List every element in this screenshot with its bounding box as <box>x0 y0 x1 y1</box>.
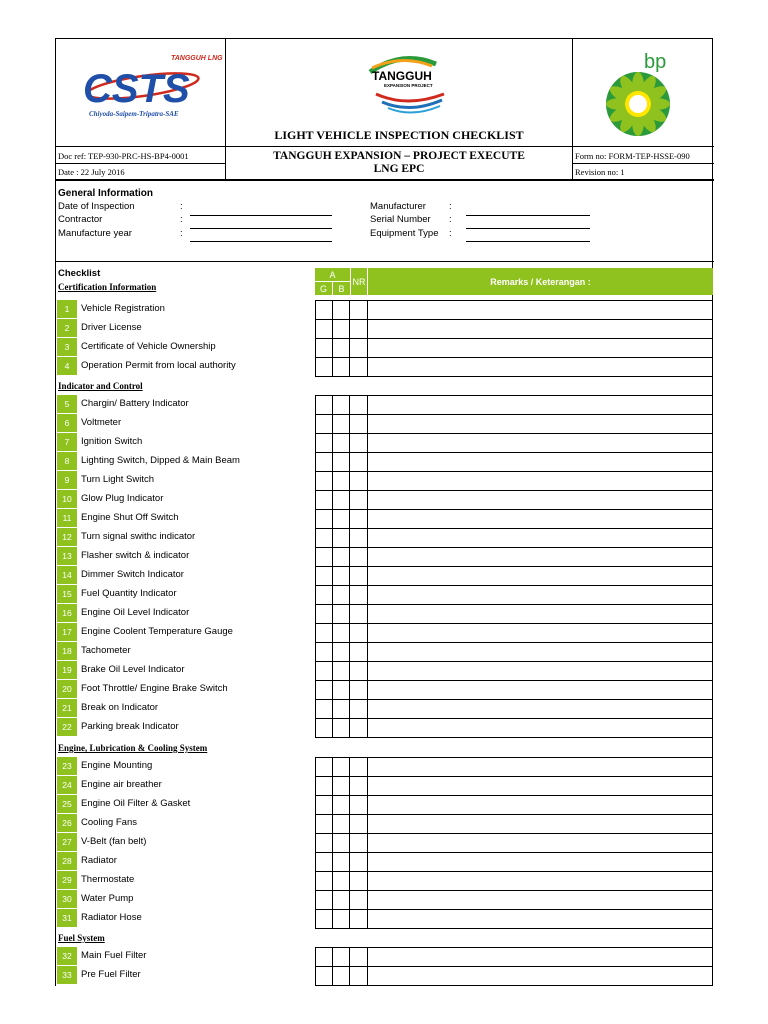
item-label: Fuel Quantity Indicator <box>81 588 177 599</box>
manufacturer-field[interactable] <box>466 215 590 216</box>
checkbox-good[interactable] <box>315 300 333 320</box>
checkbox-nr[interactable] <box>349 604 368 624</box>
remarks-field[interactable] <box>367 433 713 453</box>
gi-label-equipment-type: Equipment Type <box>370 228 439 239</box>
checkbox-bad[interactable] <box>332 528 350 548</box>
serial-number-field[interactable] <box>466 228 590 229</box>
col-g-header: G <box>315 282 332 295</box>
checkbox-good[interactable] <box>315 395 333 415</box>
checkbox-good[interactable] <box>315 890 333 910</box>
item-label: Foot Throttle/ Engine Brake Switch <box>81 683 228 694</box>
checkbox-bad[interactable] <box>332 814 350 834</box>
item-label: Tachometer <box>81 645 131 656</box>
item-label: Engine Shut Off Switch <box>81 512 179 523</box>
checkbox-nr[interactable] <box>349 699 368 719</box>
checkbox-nr[interactable] <box>349 319 368 339</box>
checkbox-nr[interactable] <box>349 490 368 510</box>
checkbox-bad[interactable] <box>332 757 350 777</box>
checkbox-good[interactable] <box>315 566 333 586</box>
checkbox-good[interactable] <box>315 871 333 891</box>
col-b-header: B <box>333 282 350 295</box>
checkbox-nr[interactable] <box>349 795 368 815</box>
tangguh-wordmark: TANGGUH <box>372 69 432 83</box>
checkbox-bad[interactable] <box>332 319 350 339</box>
date-of-inspection-field[interactable] <box>190 215 332 216</box>
checkbox-bad[interactable] <box>332 795 350 815</box>
form-no: Form no: FORM-TEP-HSSE-090 <box>575 151 690 161</box>
item-label: V-Belt (fan belt) <box>81 836 147 847</box>
remarks-field[interactable] <box>367 871 713 891</box>
checkbox-good[interactable] <box>315 319 333 339</box>
item-number: 3 <box>57 338 77 356</box>
checkbox-good[interactable] <box>315 852 333 872</box>
item-label: Brake Oil Level Indicator <box>81 664 185 675</box>
checkbox-nr[interactable] <box>349 509 368 529</box>
gi-sep: : <box>449 228 452 239</box>
remarks-field[interactable] <box>367 547 713 567</box>
item-number: 15 <box>57 585 77 603</box>
checkbox-nr[interactable] <box>349 890 368 910</box>
checkbox-bad[interactable] <box>332 661 350 681</box>
remarks-field[interactable] <box>367 814 713 834</box>
checkbox-good[interactable] <box>315 757 333 777</box>
gi-sep: : <box>180 228 183 239</box>
checkbox-nr[interactable] <box>349 852 368 872</box>
remarks-field[interactable] <box>367 528 713 548</box>
item-number: 10 <box>57 490 77 508</box>
checkbox-bad[interactable] <box>332 547 350 567</box>
manufacture-year-field[interactable] <box>190 241 332 242</box>
item-number: 25 <box>57 795 77 813</box>
checkbox-bad[interactable] <box>332 300 350 320</box>
checkbox-bad[interactable] <box>332 433 350 453</box>
header-bottom <box>55 179 714 181</box>
checkbox-bad[interactable] <box>332 909 350 929</box>
checkbox-nr[interactable] <box>349 947 368 967</box>
item-number: 18 <box>57 642 77 660</box>
checkbox-bad[interactable] <box>332 566 350 586</box>
remarks-field[interactable] <box>367 604 713 624</box>
section-title: Indicator and Control <box>58 381 143 391</box>
item-number: 29 <box>57 871 77 889</box>
item-number: 16 <box>57 604 77 622</box>
bp-logo <box>600 46 682 138</box>
csts-wordmark: CSTS <box>83 67 190 111</box>
checkbox-bad[interactable] <box>332 890 350 910</box>
gi-label-date: Date of Inspection <box>58 201 135 212</box>
checkbox-good[interactable] <box>315 509 333 529</box>
remarks-field[interactable] <box>367 452 713 472</box>
gi-sep: : <box>180 214 183 225</box>
checklist-heading: Checklist <box>58 268 101 279</box>
item-number: 5 <box>57 395 77 413</box>
checkbox-good[interactable] <box>315 623 333 643</box>
checkbox-bad[interactable] <box>332 871 350 891</box>
item-label: Certificate of Vehicle Ownership <box>81 341 216 352</box>
gi-sep: : <box>449 201 452 212</box>
section-title: Fuel System <box>58 933 105 943</box>
remarks-field[interactable] <box>367 509 713 529</box>
checkbox-bad[interactable] <box>332 357 350 377</box>
checkbox-good[interactable] <box>315 642 333 662</box>
checkbox-nr[interactable] <box>349 300 368 320</box>
checkbox-good[interactable] <box>315 585 333 605</box>
remarks-field[interactable] <box>367 490 713 510</box>
checkbox-bad[interactable] <box>332 509 350 529</box>
checkbox-good[interactable] <box>315 833 333 853</box>
checkbox-good[interactable] <box>315 966 333 986</box>
revision-no: Revision no: 1 <box>575 167 625 177</box>
item-number: 32 <box>57 947 77 965</box>
checkbox-nr[interactable] <box>349 718 368 738</box>
remarks-field[interactable] <box>367 395 713 415</box>
checkbox-good[interactable] <box>315 604 333 624</box>
checkbox-bad[interactable] <box>332 947 350 967</box>
item-number: 11 <box>57 509 77 527</box>
csts-brand: TANGGUH LNG <box>171 55 223 62</box>
item-label: Radiator Hose <box>81 912 142 923</box>
project-line-1: TANGGUH EXPANSION – PROJECT EXECUTE <box>273 150 525 162</box>
item-number: 21 <box>57 699 77 717</box>
item-label: Ignition Switch <box>81 436 143 447</box>
checkbox-good[interactable] <box>315 490 333 510</box>
checkbox-nr[interactable] <box>349 966 368 986</box>
checkbox-bad[interactable] <box>332 966 350 986</box>
item-label: Glow Plug Indicator <box>81 493 164 504</box>
remarks-field[interactable] <box>367 642 713 662</box>
checkbox-nr[interactable] <box>349 757 368 777</box>
checkbox-nr[interactable] <box>349 776 368 796</box>
checkbox-nr[interactable] <box>349 566 368 586</box>
gi-sep: : <box>180 201 183 212</box>
checkbox-good[interactable] <box>315 909 333 929</box>
remarks-field[interactable] <box>367 585 713 605</box>
docref-divider <box>55 163 226 164</box>
item-label: Engine Coolent Temperature Gauge <box>81 626 233 637</box>
checkbox-bad[interactable] <box>332 338 350 358</box>
tangguh-logo <box>362 50 452 125</box>
item-number: 27 <box>57 833 77 851</box>
checkbox-good[interactable] <box>315 699 333 719</box>
checkbox-nr[interactable] <box>349 338 368 358</box>
col-a-header: A <box>315 268 350 281</box>
section-title: Certification Information <box>58 282 157 292</box>
remarks-field[interactable] <box>367 795 713 815</box>
item-number: 6 <box>57 414 77 432</box>
general-info-heading: General Information <box>58 188 154 199</box>
item-label: Driver License <box>81 322 142 333</box>
remarks-field[interactable] <box>367 718 713 738</box>
checkbox-good[interactable] <box>315 814 333 834</box>
item-label: Parking break Indicator <box>81 721 179 732</box>
checkbox-bad[interactable] <box>332 699 350 719</box>
remarks-field[interactable] <box>367 319 713 339</box>
checkbox-bad[interactable] <box>332 585 350 605</box>
item-number: 9 <box>57 471 77 489</box>
item-number: 26 <box>57 814 77 832</box>
checkbox-good[interactable] <box>315 414 333 434</box>
gi-label-serial-number: Serial Number <box>370 214 431 225</box>
item-label: Engine Oil Filter & Gasket <box>81 798 191 809</box>
checkbox-nr[interactable] <box>349 661 368 681</box>
checkbox-good[interactable] <box>315 776 333 796</box>
csts-logo <box>75 50 223 125</box>
checkbox-bad[interactable] <box>332 852 350 872</box>
remarks-field[interactable] <box>367 471 713 491</box>
doc-date: Date : 22 July 2016 <box>58 167 125 177</box>
item-number: 33 <box>57 966 77 984</box>
checkbox-good[interactable] <box>315 718 333 738</box>
checkbox-nr[interactable] <box>349 680 368 700</box>
checkbox-nr[interactable] <box>349 433 368 453</box>
checkbox-bad[interactable] <box>332 414 350 434</box>
item-number: 13 <box>57 547 77 565</box>
col-nr-header: NR <box>351 268 367 295</box>
col-remarks-header: Remarks / Keterangan : <box>368 268 713 295</box>
project-line-2: LNG EPC <box>373 163 425 175</box>
remarks-field[interactable] <box>367 890 713 910</box>
contractor-field[interactable] <box>190 228 332 229</box>
item-label: Engine Mounting <box>81 760 153 771</box>
item-label: Vehicle Registration <box>81 303 165 314</box>
item-label: Cooling Fans <box>81 817 137 828</box>
header-divider <box>55 146 714 147</box>
item-number: 8 <box>57 452 77 470</box>
item-label: Break on Indicator <box>81 702 159 713</box>
checkbox-nr[interactable] <box>349 357 368 377</box>
item-label: Water Pump <box>81 893 134 904</box>
checkbox-nr[interactable] <box>349 623 368 643</box>
item-label: Turn signal swithc indicator <box>81 531 196 542</box>
checkbox-bad[interactable] <box>332 471 350 491</box>
checkbox-nr[interactable] <box>349 909 368 929</box>
item-label: Operation Permit from local authority <box>81 360 236 371</box>
remarks-field[interactable] <box>367 909 713 929</box>
checkbox-good[interactable] <box>315 471 333 491</box>
item-label: Flasher switch & indicator <box>81 550 190 561</box>
equipment-type-field[interactable] <box>466 241 590 242</box>
checkbox-bad[interactable] <box>332 718 350 738</box>
checkbox-nr[interactable] <box>349 471 368 491</box>
item-number: 24 <box>57 776 77 794</box>
item-label: Lighting Switch, Dipped & Main Beam <box>81 455 240 466</box>
item-number: 14 <box>57 566 77 584</box>
section-title: Engine, Lubrication & Cooling System <box>58 743 208 753</box>
item-number: 30 <box>57 890 77 908</box>
checkbox-bad[interactable] <box>332 776 350 796</box>
item-label: Turn Light Switch <box>81 474 155 485</box>
page-title: LIGHT VEHICLE INSPECTION CHECKLIST <box>274 128 524 142</box>
item-number: 2 <box>57 319 77 337</box>
item-number: 4 <box>57 357 77 375</box>
checkbox-bad[interactable] <box>332 452 350 472</box>
remarks-field[interactable] <box>367 414 713 434</box>
checkbox-bad[interactable] <box>332 490 350 510</box>
item-number: 22 <box>57 718 77 736</box>
checkbox-good[interactable] <box>315 547 333 567</box>
item-number: 31 <box>57 909 77 927</box>
checkbox-good[interactable] <box>315 357 333 377</box>
remarks-field[interactable] <box>367 661 713 681</box>
remarks-field[interactable] <box>367 300 713 320</box>
remarks-field[interactable] <box>367 833 713 853</box>
remarks-field[interactable] <box>367 680 713 700</box>
checkbox-good[interactable] <box>315 452 333 472</box>
checkbox-nr[interactable] <box>349 452 368 472</box>
gi-label-manufacturer: Manufacturer <box>370 201 426 212</box>
checkbox-nr[interactable] <box>349 642 368 662</box>
remarks-field[interactable] <box>367 757 713 777</box>
bp-wordmark: bp <box>644 51 667 73</box>
col-divider-right <box>572 38 573 180</box>
checkbox-nr[interactable] <box>349 814 368 834</box>
remarks-field[interactable] <box>367 966 713 986</box>
remarks-field[interactable] <box>367 338 713 358</box>
checkbox-bad[interactable] <box>332 604 350 624</box>
remarks-field[interactable] <box>367 566 713 586</box>
checkbox-good[interactable] <box>315 661 333 681</box>
item-label: Thermostate <box>81 874 135 885</box>
item-label: Voltmeter <box>81 417 122 428</box>
remarks-field[interactable] <box>367 357 713 377</box>
csts-subtitle: Chiyoda-Saipem-Tripatra-SAE <box>89 110 179 118</box>
checkbox-bad[interactable] <box>332 680 350 700</box>
doc-ref: Doc ref: TEP-930-PRC-HS-BP4-0001 <box>58 151 189 161</box>
remarks-field[interactable] <box>367 699 713 719</box>
general-info-bottom <box>55 261 714 262</box>
checkbox-good[interactable] <box>315 795 333 815</box>
checkbox-good[interactable] <box>315 947 333 967</box>
gi-label-manufacture-year: Manufacture year <box>58 228 132 239</box>
checkbox-good[interactable] <box>315 338 333 358</box>
remarks-field[interactable] <box>367 852 713 872</box>
checkbox-good[interactable] <box>315 680 333 700</box>
item-label: Dimmer Switch Indicator <box>81 569 184 580</box>
item-label: Engine Oil Level Indicator <box>81 607 190 618</box>
checkbox-nr[interactable] <box>349 395 368 415</box>
formno-divider <box>572 163 714 164</box>
checkbox-nr[interactable] <box>349 547 368 567</box>
checkbox-bad[interactable] <box>332 623 350 643</box>
checkbox-nr[interactable] <box>349 833 368 853</box>
checkbox-bad[interactable] <box>332 833 350 853</box>
item-number: 28 <box>57 852 77 870</box>
item-number: 7 <box>57 433 77 451</box>
remarks-field[interactable] <box>367 947 713 967</box>
checkbox-good[interactable] <box>315 433 333 453</box>
tangguh-sub: EXPANSION PROJECT <box>384 83 433 88</box>
checkbox-nr[interactable] <box>349 871 368 891</box>
item-label: Chargin/ Battery Indicator <box>81 398 189 409</box>
checkbox-bad[interactable] <box>332 395 350 415</box>
item-number: 20 <box>57 680 77 698</box>
checkbox-bad[interactable] <box>332 642 350 662</box>
item-label: Pre Fuel Filter <box>81 969 141 980</box>
item-label: Main Fuel Filter <box>81 950 147 961</box>
checkbox-nr[interactable] <box>349 414 368 434</box>
item-label: Engine air breather <box>81 779 162 790</box>
gi-label-contractor: Contractor <box>58 214 103 225</box>
item-number: 12 <box>57 528 77 546</box>
checkbox-good[interactable] <box>315 528 333 548</box>
gi-sep: : <box>449 214 452 225</box>
remarks-field[interactable] <box>367 776 713 796</box>
item-number: 1 <box>57 300 77 318</box>
item-number: 17 <box>57 623 77 641</box>
item-label: Radiator <box>81 855 117 866</box>
remarks-field[interactable] <box>367 623 713 643</box>
checkbox-nr[interactable] <box>349 585 368 605</box>
item-number: 19 <box>57 661 77 679</box>
item-number: 23 <box>57 757 77 775</box>
checkbox-nr[interactable] <box>349 528 368 548</box>
